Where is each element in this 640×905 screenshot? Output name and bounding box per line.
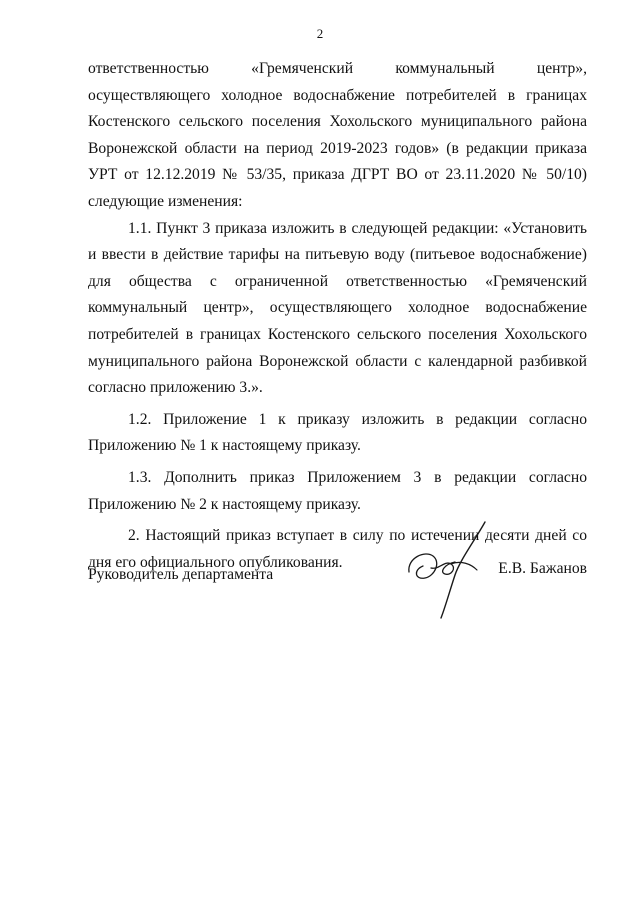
signature-block [88, 560, 587, 610]
paragraph-intro: ответственностью «Гремяченский коммунальный центр», осуществляющего холодное водоснабжение потребителей в границах Костенского сельского поселения Хохольского муниципального района Воронежской области на период 2019-2023 годов» (в редакции приказа УРТ от 12.12.2019 № 53/35, приказа ДГРТ ВО от 23.11.2020 № 50/10) следующие изменения: [88, 60, 587, 210]
paragraph-1-2: 1.2. Приложение 1 к приказу изложить в редакции согласно Приложению № 1 к настоящему приказу. [88, 410, 587, 455]
page-number: 2 [316, 26, 324, 41]
paragraph-1-1: 1.1. Пункт 3 приказа изложить в следующей редакции: «Установить и ввести в действие тарифы на питьевую воду (питьевое водоснабжение) для общества с ограниченной ответственностью «Гремяченский коммунальный центр», осуществляющего холодное водоснабжение потребителей в границах Костенского сельского поселения Хохольского муниципального района Воронежской области с календарной разбивкой согласно приложению 3.». [88, 219, 587, 397]
document-body [88, 56, 587, 576]
paragraph-1-3: 1.3. Дополнить приказ Приложением 3 в редакции согласно Приложению № 2 к настоящему приказу. [88, 468, 587, 513]
signatory-position: Руководитель департамента [88, 566, 274, 583]
paragraph-2: 2. Настоящий приказ вступает в силу по истечении десяти дней со дня его официального опубликования. [88, 527, 587, 571]
signatory-name: Е.В. Бажанов [498, 560, 587, 577]
